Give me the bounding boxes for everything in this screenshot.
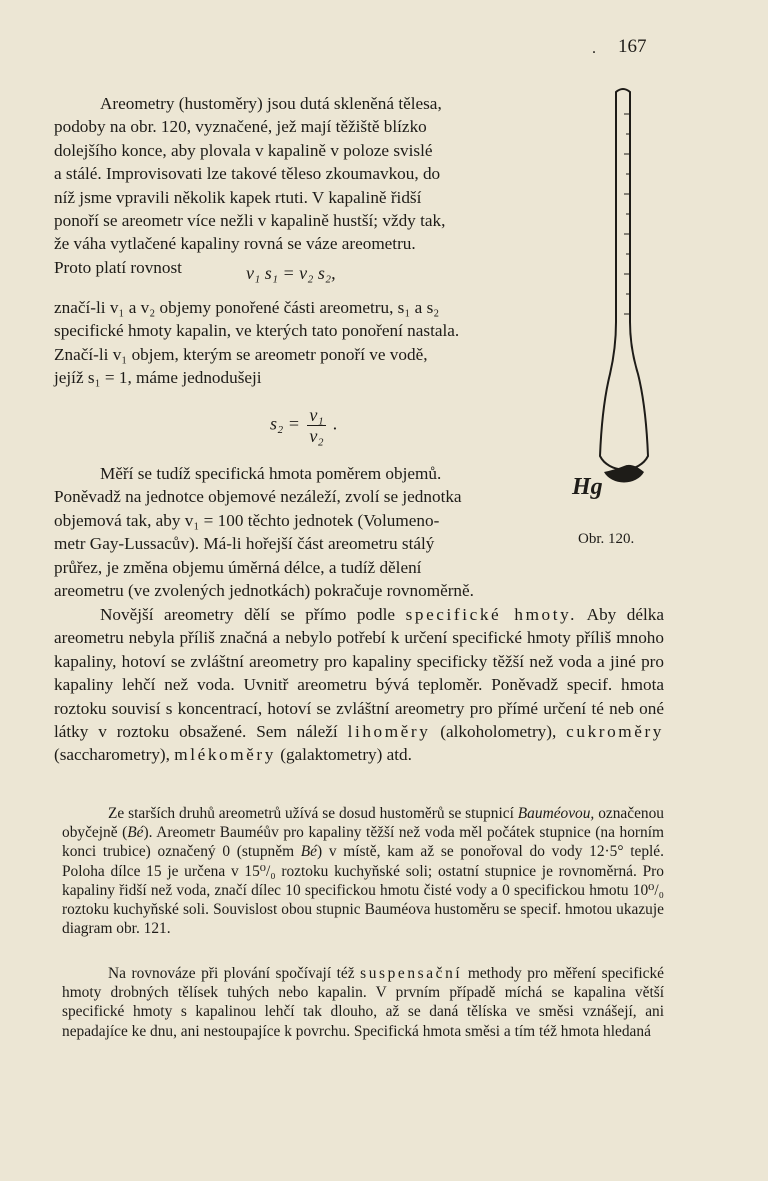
italic-term: Bé [300,843,318,861]
areometer-outline [600,89,648,470]
page-dot: . [592,40,596,57]
text-line: metr Gay-Lussacův). Má-li hořejší část areometru stálý [54,534,435,554]
mercury-label: Hg [572,474,603,500]
spaced-term: suspensační [360,965,463,982]
text-span: Ze starších druhů areometrů užívá se dosud hustoměrů se stupnicí [108,805,514,822]
paragraph-areometry-intro [54,92,602,279]
text-span: Na rovnováze při plování spočívají též [108,965,355,982]
paragraph-volumes [54,296,602,390]
note-baume-scale [62,804,664,938]
text-span: (alkoholometry), [440,722,557,742]
text-line: průřez, je změna objemu úměrná délce, a tudíž dělení [54,557,422,577]
paragraph-newer-areometers [54,603,664,767]
formula-equality: v₁ s₁ = v₂ s₂, [246,263,336,283]
spaced-term: specifické hmoty. [405,605,578,624]
text-span: (galaktometry) atd. [280,745,412,765]
formula-end: . [333,413,338,434]
paragraph-specific-mass-end [54,579,664,602]
text-span: ). Areometr Bauméův pro kapaliny těžší než voda měl počátek stupnice (na horním konci trubice) označený 0 (stupněm [62,824,665,861]
italic-term: Bé [127,824,144,842]
text-line: Měří se tudíž specifická hmota poměrem objemů. [100,464,442,483]
note-suspension-methods [62,964,664,1041]
page-number: 167 [618,36,647,57]
spaced-term: cukroměry [566,722,665,742]
fraction [307,405,325,446]
text-line: Poněvadž na jednotce objemové nezáleží, zvolí se jednotka [54,487,462,507]
text-span: methody pro měření specifické hmoty drobných tělísek tuhých nebo kapalin. V prvním případě míchá se kapalina větší specifické hmoty s kapalinou lehčí tak dlouho, až se daná tělíska ve směsi vznášejí, ani nepadajíce ke dnu, ani nestoupajíce k povrchu. Specifická hmota směsi a tím též hmota hledaná [62,965,664,1040]
fraction-numerator: v₁ [309,405,324,425]
text-line: níž jsme vpravili několik kapek rtuti. V kapalině řidší [54,187,422,207]
text-span: Novější areometry dělí se přímo podle [100,605,396,624]
text-line: že váha vytlačené kapaliny rovná se váze areometru. [54,234,416,254]
text-span: Aby délka areometru nebyla příliš značná a nebylo potřebí k určení specifické hmoty příliš mnoho kapaliny, hotoví se zvláštní areometry pro kapaliny specificky těžší než voda a jiné pro kapaliny lehčí než voda. Uvnitř areometru bývá teploměr. Poněvadž specif. hmota roztoku souvisí s koncentrací, hotoví se zvláštní areometry pro přímé určení té neb oné látky v roztoku obsažené. Sem náleží [54,605,665,742]
formula-fraction [270,405,338,446]
text-line: podoby na obr. 120, vyznačené, jež mají těžiště blízko [54,117,427,137]
text-span: ) v místě, kam až se ponořoval do vody 12·5° teplé. Poloha dílce 15 je určena v 15⁰/₀ roztoku kuchyňské soli; ostatní stupnice je rovnoměrná. Pro kapaliny řidší než voda, značí dílec 10 specifickou hmotu čisté vody a 0 specifickou hmotu 10⁰/₀ roztoku kuchyňské soli. Souvislost obou stupnic Bauméova hustoměru se specif. hmotou ukazuje diagram obr. 121. [62,843,664,938]
fraction-denominator: v₂ [309,426,324,446]
paragraph-specific-mass [54,462,602,579]
text-line: objemová tak, aby v₁ = 100 těchto jednotek (Volumeno- [54,510,440,530]
figure-caption: Obr. 120. [578,531,635,547]
text-line: a stálé. Improvisovati lze takové těleso zkoumavkou, do [54,164,441,184]
text-line: ponoří se areometr více nežli v kapalině hustší; vždy tak, [54,211,446,231]
spaced-term: mlékoměry [174,745,276,765]
text-line: jejíž s₁ = 1, máme jednodušeji [54,368,262,388]
text-line: specifické hmoty kapalin, ve kterých tato ponoření nastala. [54,321,460,341]
text-line: dolejšího konce, aby plovala v kapalině v poloze svislé [54,140,433,160]
text-line: Značí-li v₁ objem, kterým se areometr ponoří ve vodě, [54,344,428,364]
text-line: areometru (ve zvolených jednotkách) pokračuje rovnoměrně. [54,581,474,600]
text-line: značí-li v₁ a v₂ objemy ponořené části areometru, s₁ a s₂ [54,298,440,317]
text-span: označenou obyčejně ( [62,805,664,842]
areometer-figure [592,86,656,516]
text-line: Proto platí rovnost [54,257,182,277]
spaced-term: lihoměry [347,722,431,742]
mercury-fill [604,465,644,483]
formula-lhs: s₂ = [270,413,300,434]
text-line: Areometry (hustoměry) jsou dutá skleněná tělesa, [100,94,442,113]
text-span: (saccharometry), [54,745,170,765]
italic-term: Bauméovou, [517,805,595,822]
